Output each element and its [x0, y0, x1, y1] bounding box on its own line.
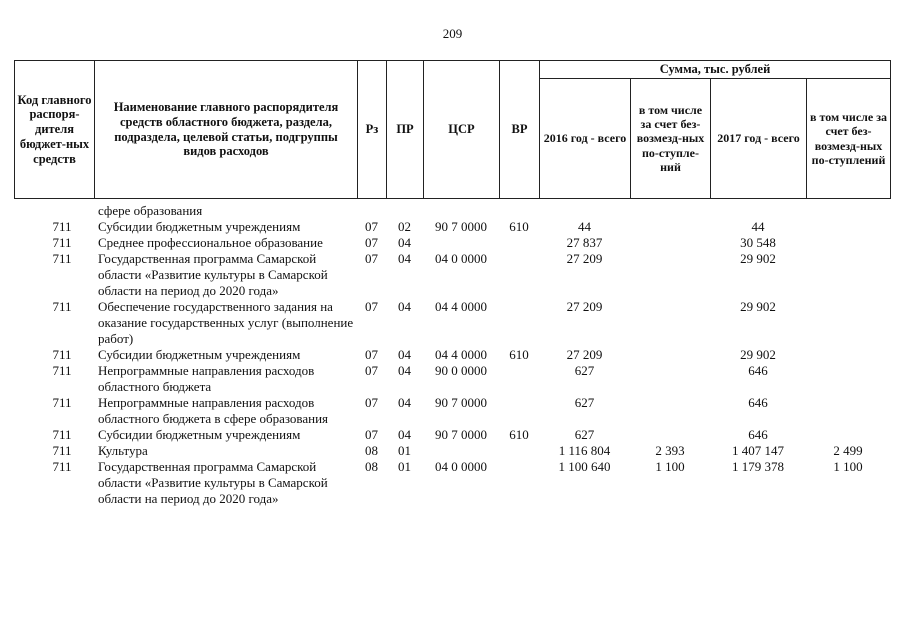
row-csr: 04 0 0000	[435, 459, 487, 474]
row-name: Субсидии бюджетным учреждениям	[98, 347, 301, 362]
row-vr: 610	[509, 347, 529, 362]
header-2016-free: в том числе за счет без-возмезд-ных по-ступле-ний	[631, 79, 711, 199]
row-code: 711	[52, 395, 72, 410]
row-code: 711	[52, 443, 72, 458]
row-rz: 07	[365, 251, 378, 266]
row-code: 711	[52, 219, 72, 234]
header-2017-total: 2017 год - всего	[711, 79, 807, 199]
row-sum-2016: 27 837	[566, 235, 603, 250]
row-name: Среднее профессиональное образование	[98, 235, 323, 250]
header-rz: Рз	[358, 61, 387, 199]
row-sum-2016-free	[630, 347, 710, 363]
row-name: Обеспечение государственного задания на оказание государственных услуг (выполнение работ)	[98, 299, 354, 346]
row-name: Субсидии бюджетным учреждениям	[98, 219, 301, 234]
row-sum-2016: 1 100 640	[558, 459, 611, 474]
row-pr: 04	[398, 395, 411, 410]
page-number: 209	[442, 26, 463, 41]
row-vr	[499, 443, 539, 459]
header-name: Наименование главного распорядителя средств областного бюджета, раздела, подраздела, целевой статьи, подгруппы видов расходов	[95, 61, 358, 199]
row-sum-2016: 27 209	[566, 299, 603, 314]
table-body	[14, 203, 890, 507]
row-sum-2017: 646	[748, 395, 768, 410]
table-row	[14, 235, 890, 251]
row-vr	[499, 251, 539, 299]
row-vr: 610	[509, 427, 529, 442]
row-pr: 04	[398, 235, 411, 250]
row-pr	[386, 203, 423, 219]
row-sum-2017: 29 902	[740, 299, 776, 314]
row-sum-2017	[710, 203, 806, 219]
table-row	[14, 363, 890, 395]
row-sum-2016-free: 1 100	[655, 459, 685, 474]
table-row	[14, 251, 890, 299]
row-sum-2017: 29 902	[740, 251, 776, 266]
row-sum-2016-free	[630, 203, 710, 219]
row-pr: 04	[398, 299, 411, 314]
row-name: сфере образования	[98, 203, 203, 218]
row-rz: 07	[365, 219, 378, 234]
row-sum-2016-free	[630, 427, 710, 443]
row-sum-2017-free	[806, 251, 890, 299]
row-csr	[423, 443, 499, 459]
row-rz: 07	[365, 299, 378, 314]
row-sum-2016: 627	[574, 363, 595, 378]
row-sum-2017: 44	[751, 219, 765, 234]
table-row	[14, 459, 890, 507]
row-sum-2017: 29 902	[740, 347, 776, 362]
row-rz: 08	[365, 459, 378, 474]
header-sum: Сумма, тыс. рублей	[540, 61, 891, 79]
row-name: Государственная программа Самарской области «Развитие культуры в Самарской области на период до 2020 года»	[98, 459, 328, 506]
row-pr: 01	[398, 459, 411, 474]
header-2016-total: 2016 год - всего	[540, 79, 631, 199]
row-pr: 04	[398, 347, 411, 362]
row-vr	[499, 395, 539, 427]
row-sum-2017-free	[806, 299, 890, 347]
row-vr	[499, 299, 539, 347]
table-row	[14, 299, 890, 347]
row-code: 711	[52, 251, 72, 266]
row-code: 711	[52, 427, 72, 442]
row-sum-2017-free: 2 499	[833, 443, 863, 458]
row-name: Субсидии бюджетным учреждениям	[98, 427, 301, 442]
row-pr: 02	[398, 219, 411, 234]
row-sum-2016-free	[630, 299, 710, 347]
row-sum-2017-free	[806, 219, 890, 235]
row-vr	[499, 363, 539, 395]
row-rz: 08	[365, 443, 378, 458]
row-sum-2017: 646	[748, 427, 768, 442]
row-sum-2016: 27 209	[566, 251, 603, 266]
table-header	[14, 60, 891, 199]
row-sum-2016-free	[630, 395, 710, 427]
header-pr: ПР	[387, 61, 424, 199]
table-row	[14, 443, 890, 459]
row-sum-2017: 646	[748, 363, 768, 378]
table-row	[14, 395, 890, 427]
row-sum-2017: 1 179 378	[732, 459, 784, 474]
header-vr: ВР	[500, 61, 540, 199]
table-row	[14, 427, 890, 443]
row-name: Государственная программа Самарской области «Развитие культуры в Самарской области на период до 2020 года»	[98, 251, 328, 298]
table-row	[14, 347, 890, 363]
row-rz: 07	[365, 235, 378, 250]
header-csr: ЦСР	[424, 61, 500, 199]
row-vr	[499, 235, 539, 251]
row-pr: 04	[398, 427, 411, 442]
row-code: 711	[52, 235, 72, 250]
table-row	[14, 219, 890, 235]
row-csr	[423, 235, 499, 251]
row-sum-2017-free	[806, 235, 890, 251]
table-row	[14, 203, 890, 219]
row-csr: 90 0 0000	[435, 363, 487, 378]
row-csr: 04 0 0000	[435, 251, 487, 266]
row-sum-2017-free	[806, 363, 890, 395]
row-sum-2016-free: 2 393	[655, 443, 685, 458]
row-sum-2016: 1 116 804	[558, 443, 611, 458]
row-vr: 610	[509, 219, 529, 234]
row-rz: 07	[365, 347, 378, 362]
row-rz: 07	[365, 363, 378, 378]
row-code: 711	[52, 347, 72, 362]
row-sum-2017-free: 1 100	[833, 459, 863, 474]
row-csr: 90 7 0000	[435, 219, 487, 234]
row-name: Культура	[98, 443, 148, 458]
row-name: Непрограммные направления расходов областного бюджета	[98, 363, 315, 394]
row-rz: 07	[365, 427, 378, 442]
row-sum-2016-free	[630, 363, 710, 395]
row-sum-2016-free	[630, 251, 710, 299]
row-sum-2016: 627	[574, 427, 595, 442]
row-csr: 90 7 0000	[435, 395, 487, 410]
row-rz	[357, 203, 386, 219]
row-sum-2017-free	[806, 347, 890, 363]
row-sum-2017-free	[806, 427, 890, 443]
row-rz: 07	[365, 395, 378, 410]
row-code: 711	[52, 459, 72, 474]
row-code: 711	[52, 299, 72, 314]
row-code	[14, 203, 94, 219]
row-csr: 04 4 0000	[435, 347, 487, 362]
row-csr: 90 7 0000	[435, 427, 487, 442]
row-sum-2016: 627	[574, 395, 595, 410]
row-name: Непрограммные направления расходов областного бюджета в сфере образования	[98, 395, 329, 426]
row-pr: 04	[398, 251, 411, 266]
row-sum-2017-free	[806, 203, 890, 219]
row-sum-2016: 44	[578, 219, 591, 234]
row-sum-2017: 1 407 147	[732, 443, 784, 458]
row-sum-2017: 30 548	[740, 235, 776, 250]
row-code: 711	[52, 363, 72, 378]
row-csr	[423, 203, 499, 219]
header-2017-free: в том числе за счет без-возмезд-ных по-ступлений	[807, 79, 891, 199]
row-vr	[499, 203, 539, 219]
row-pr: 04	[398, 363, 411, 378]
row-sum-2016: 27 209	[566, 347, 603, 362]
row-csr: 04 4 0000	[435, 299, 487, 314]
row-pr: 01	[398, 443, 411, 458]
row-sum-2017-free	[806, 395, 890, 427]
row-sum-2016	[539, 203, 630, 219]
row-sum-2016-free	[630, 219, 710, 235]
row-sum-2016-free	[630, 235, 710, 251]
row-vr	[499, 459, 539, 507]
header-code: Код главного распоря-дителя бюджет-ных средств	[15, 61, 95, 199]
